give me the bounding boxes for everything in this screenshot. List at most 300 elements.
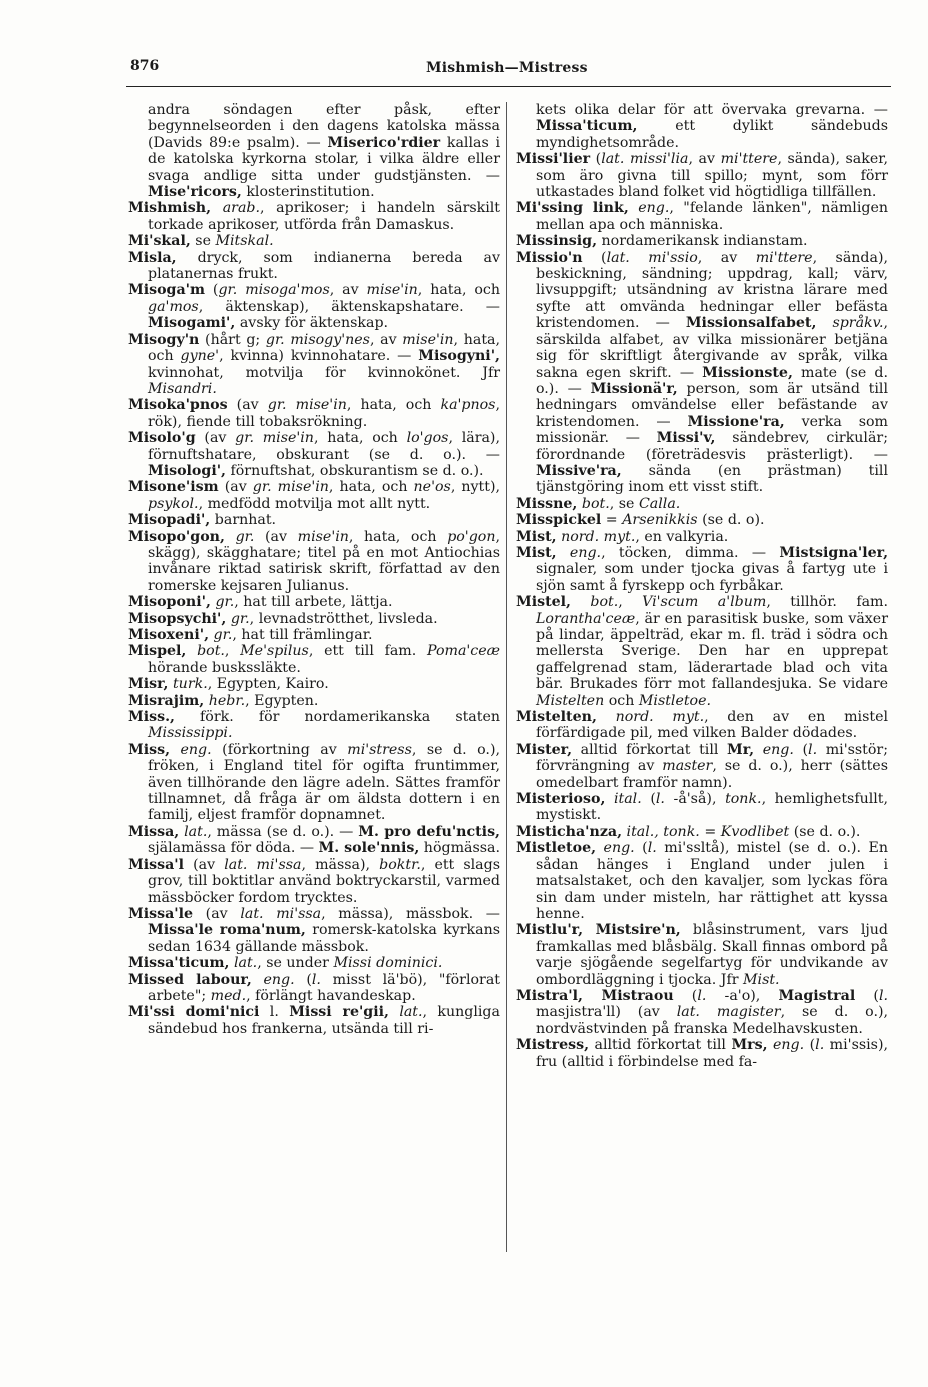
dictionary-entry bbox=[128, 627, 500, 643]
italic-term: Kvodlibet bbox=[720, 823, 790, 840]
entry-text: alltid förkortat till bbox=[589, 1037, 732, 1054]
headword: Misogyni', bbox=[418, 348, 500, 365]
entry-text: , se bbox=[609, 495, 639, 512]
entry-text: , se d. o.), herr (sättes omedelbart framför namn). bbox=[536, 758, 888, 791]
italic-term: l. bbox=[655, 791, 665, 808]
entry-text: (hårt g; bbox=[199, 331, 266, 348]
italic-term: tonk. bbox=[725, 791, 762, 808]
dictionary-entry bbox=[516, 709, 888, 742]
entry-text: mi'ssis), fru (alltid i förbindelse med fa- bbox=[536, 1037, 888, 1070]
headword: Misla, bbox=[128, 249, 177, 266]
headword: Mist, bbox=[516, 528, 557, 545]
entry-text: dryck, som indianerna bereda av platanernas frukt. bbox=[148, 249, 500, 283]
dictionary-entry bbox=[128, 430, 500, 479]
entry-text bbox=[389, 1004, 399, 1020]
italic-term: ital., tonk. bbox=[626, 823, 700, 840]
italic-term: eng. bbox=[762, 741, 794, 758]
italic-term: eng. bbox=[603, 840, 635, 857]
entry-text: , hata, och bbox=[417, 282, 501, 299]
headword: Missa'ticum, bbox=[536, 118, 638, 135]
headword: Missa'le roma'num, bbox=[148, 922, 306, 939]
entry-text: alltid förkortat till bbox=[572, 741, 728, 758]
italic-term: boktr. bbox=[379, 856, 421, 873]
dictionary-entry bbox=[128, 233, 500, 249]
entry-text: ( bbox=[793, 741, 809, 758]
dictionary-entry bbox=[128, 824, 500, 857]
italic-term: Mistelten bbox=[536, 692, 605, 709]
entry-text bbox=[571, 594, 590, 610]
headword: Misticha'nza, bbox=[516, 823, 623, 840]
entry-text: ( bbox=[634, 840, 648, 857]
entry-text: (av bbox=[227, 397, 268, 414]
headword: Mistlu'r, Mistsire'n, bbox=[516, 922, 681, 939]
entry-text: kallas i de katolska kyrkorna stolar, i vilka äldre eller svaga andlige sitta under gudstjänsten. — bbox=[148, 134, 500, 184]
entry-text: = bbox=[699, 823, 721, 840]
italic-term: master bbox=[662, 758, 713, 775]
entry-text: , se under bbox=[257, 955, 334, 972]
entry-text: , bbox=[224, 643, 241, 660]
italic-term: lat. mi'ssa bbox=[224, 856, 302, 873]
entry-text: se bbox=[190, 233, 216, 250]
italic-term: eng. bbox=[180, 741, 212, 758]
dictionary-entry bbox=[516, 512, 888, 528]
entry-text: , Egypten. bbox=[245, 692, 319, 709]
italic-term: lat. missi'lia bbox=[601, 151, 689, 168]
headword: Missio'n bbox=[516, 249, 583, 266]
headword: Mispel, bbox=[128, 643, 187, 660]
dictionary-entry bbox=[128, 955, 500, 971]
entry-text: -a'o), bbox=[706, 987, 779, 1004]
italic-term: lat. bbox=[184, 823, 208, 840]
entry-text: förk. för nordamerikanska staten bbox=[174, 709, 500, 726]
entry-text bbox=[597, 709, 616, 725]
entry-text bbox=[596, 840, 604, 856]
entry-text: , hata, och bbox=[313, 430, 407, 447]
entry-text bbox=[754, 742, 763, 758]
headword: Mistra'l, Mistraou bbox=[516, 987, 674, 1004]
italic-term: Lorantha'ceæ bbox=[536, 610, 636, 627]
headword: M. sole'nnis, bbox=[318, 840, 420, 857]
entry-text: , ett slags grov, till boktitlar använd boktryckarstil, varmed mässböcker fordom trycktes. bbox=[148, 856, 500, 906]
italic-term: po'gon bbox=[447, 528, 496, 545]
headword: Mistelten, bbox=[516, 709, 597, 726]
entry-text: nordamerikansk indianstam. bbox=[597, 233, 808, 250]
italic-term: lat. bbox=[399, 1004, 423, 1021]
dictionary-entry bbox=[128, 709, 500, 742]
italic-term: Vi'scum a'lbum bbox=[642, 594, 767, 611]
headword: Mi'ssing link, bbox=[516, 200, 629, 217]
dictionary-entry bbox=[128, 693, 500, 709]
italic-term: Mistletoe. bbox=[638, 692, 712, 709]
entry-text: , mässa), bbox=[301, 856, 380, 873]
entry-text: , av bbox=[369, 331, 403, 348]
dictionary-entry bbox=[128, 906, 500, 955]
headword: Missionsalfabet, bbox=[685, 315, 817, 332]
entry-text bbox=[816, 315, 832, 331]
italic-term: mise'in bbox=[402, 331, 454, 348]
right-column bbox=[516, 102, 888, 1070]
italic-term: lat. bbox=[233, 955, 258, 972]
entry-text: , äktenskap), äktenskapshatare. — bbox=[198, 298, 500, 315]
entry-text: , skägg), skägghatare; titel på en mot Antiochias invånare riktad satirisk skrift, författad av den romerske kejsaren Julianus. bbox=[148, 528, 500, 594]
headword: Missionste, bbox=[702, 364, 793, 381]
entry-text: , mässa), mässbok. — bbox=[321, 905, 500, 922]
headword: Missione'ra, bbox=[687, 413, 785, 430]
entry-text: , hata, och bbox=[148, 331, 500, 365]
dictionary-entry bbox=[128, 529, 500, 595]
entry-text: , är en parasitisk buske, som växer på lindar, äppelträd, ekar m. fl. träd i södra och mellersta Sverige. Den har en upprepat gaffelgrenad stam, läderartade blad och vita bär. Brukades förr mot fallandesjuka. Se vidare bbox=[536, 610, 888, 693]
entry-text: , sända), beskickning, sändning; uppdrag, kall; värv, livsuppgift; utsändning av kristna lärare med syfte att omvända hedningar eller befästa kristendomen. — bbox=[536, 249, 889, 332]
headword: Mi'ssi domi'nici bbox=[128, 1004, 260, 1021]
italic-term: med. bbox=[210, 987, 247, 1004]
headword: Miss., bbox=[128, 709, 175, 726]
italic-term: ka'pnos bbox=[440, 397, 496, 414]
dictionary-entry bbox=[128, 594, 500, 610]
italic-term: lat. mi'ssio bbox=[606, 249, 698, 266]
entry-text: , mässa (se d. o.). — bbox=[207, 823, 359, 840]
headword: Mistel, bbox=[516, 594, 571, 611]
entry-text: och bbox=[604, 692, 639, 709]
entry-text bbox=[605, 791, 614, 807]
dictionary-entry bbox=[128, 512, 500, 528]
entry-text bbox=[170, 742, 181, 758]
column-divider bbox=[506, 102, 507, 1252]
entry-text: (av bbox=[195, 430, 236, 447]
dictionary-entry bbox=[128, 397, 500, 430]
entry-text: själamässa för döda. — bbox=[148, 840, 319, 857]
headword: Missne, bbox=[516, 495, 578, 512]
entry-text: , ett till fam. bbox=[308, 643, 427, 660]
page-number: 876 bbox=[130, 58, 160, 74]
italic-term: mise'in bbox=[366, 282, 418, 299]
entry-text: sända (en prästman) till tjänstgöring inom ett visst stift. bbox=[536, 462, 888, 496]
entry-text: (se d. o). bbox=[697, 512, 765, 529]
italic-term: eng. bbox=[569, 544, 602, 561]
headword: Misopo'gon, bbox=[128, 528, 225, 545]
italic-term: l. bbox=[808, 741, 818, 758]
entry-text: , förlängt havandeskap. bbox=[246, 987, 416, 1004]
entry-text: mi'ssltå), mistel (se d. o.). En sådan hänges i England under julen i matsalstaket, och den kavaljer, som lyckas föra sin dam under misteln, har rättighet att kyssa henne. bbox=[536, 840, 888, 922]
entry-text: ( bbox=[673, 987, 698, 1004]
headword: Mishmish, bbox=[128, 200, 212, 217]
dictionary-entry bbox=[516, 529, 888, 545]
dictionary-entry bbox=[516, 545, 888, 594]
entry-text: , "felande länken", nämligen mellan apa och människa. bbox=[536, 200, 888, 233]
dictionary-entry bbox=[128, 332, 500, 398]
headword: Misopsychi', bbox=[128, 610, 227, 627]
headword: Missive'ra, bbox=[536, 462, 622, 479]
dictionary-entry bbox=[128, 282, 500, 331]
entry-text bbox=[629, 200, 638, 216]
entry-text: (av bbox=[218, 479, 253, 496]
italic-term: gr. misoga'mos bbox=[218, 282, 330, 299]
headword: Missa'le bbox=[128, 905, 194, 922]
headword: Misoponi', bbox=[128, 594, 211, 611]
italic-term: gr. bbox=[215, 594, 235, 611]
entry-text: avsky för äktenskap. bbox=[235, 315, 389, 332]
entry-text: (av bbox=[193, 905, 241, 922]
italic-term: gyne' bbox=[180, 348, 220, 365]
dictionary-entry bbox=[128, 200, 500, 233]
italic-term: gr. mise'in bbox=[235, 430, 314, 447]
entry-text: ( bbox=[294, 971, 312, 988]
headword: Missed labour, bbox=[128, 971, 252, 988]
italic-term: arab. bbox=[222, 200, 261, 217]
italic-term: psykol. bbox=[148, 495, 199, 512]
italic-term: mi'ttere bbox=[755, 249, 813, 266]
headword: Missionä'r, bbox=[590, 380, 678, 397]
entry-text: , en valkyria. bbox=[635, 528, 729, 545]
italic-term: gr. mise'in bbox=[267, 397, 347, 414]
entry-text: , Egypten, Kairo. bbox=[207, 676, 329, 693]
headword: Missi re'gii, bbox=[289, 1004, 389, 1021]
entry-text: högmässa. bbox=[419, 840, 501, 857]
entry-text: romersk-katolska kyrkans sedan 1634 gällande mässbok. bbox=[148, 922, 500, 955]
headword: Missa'ticum, bbox=[128, 955, 230, 972]
italic-term: bot. bbox=[581, 495, 610, 512]
headword: Misterioso, bbox=[516, 791, 606, 808]
italic-term: mi'ttere bbox=[720, 151, 778, 168]
entry-text: , av bbox=[697, 249, 756, 266]
dictionary-entry bbox=[128, 742, 500, 824]
dictionary-entry bbox=[516, 594, 888, 709]
italic-term: mi'stress bbox=[347, 741, 412, 758]
italic-term: lat. magister bbox=[676, 1004, 781, 1021]
entry-text: verka som missionär. — bbox=[536, 413, 888, 447]
italic-term: språkv. bbox=[832, 315, 884, 332]
headword: Misr, bbox=[128, 676, 169, 693]
dictionary-entry bbox=[516, 200, 888, 233]
entry-text: mate (se d. o.). — bbox=[536, 364, 888, 397]
entry-text: ( bbox=[590, 151, 602, 168]
running-header bbox=[126, 56, 891, 87]
entry-text: -å'så), bbox=[664, 791, 726, 808]
headword: Mrs, bbox=[731, 1037, 768, 1054]
entry-text: , töcken, dimma. — bbox=[601, 544, 780, 561]
italic-term: Poma'ceæ bbox=[426, 643, 500, 660]
dictionary-entry bbox=[516, 742, 888, 791]
dictionary-entry bbox=[516, 840, 888, 922]
italic-term: Me'spilus bbox=[240, 643, 309, 660]
headword: Mist, bbox=[516, 544, 557, 561]
headword: Mr, bbox=[727, 741, 755, 758]
headword: Missa'l bbox=[128, 856, 184, 873]
entry-text: (se d. o.). bbox=[789, 823, 861, 840]
headword: Misoxeni', bbox=[128, 627, 210, 643]
entry-text: , hat till arbete, lättja. bbox=[234, 594, 393, 611]
italic-term: gr. misogy'nes bbox=[265, 331, 370, 348]
italic-term: l. bbox=[697, 987, 707, 1004]
dictionary-entry bbox=[516, 791, 888, 824]
dictionary-entry bbox=[516, 151, 888, 200]
italic-term: nord. myt. bbox=[561, 528, 636, 545]
running-title: Mishmish—Mistress bbox=[426, 60, 588, 76]
entry-text: , av bbox=[329, 282, 367, 299]
entry-text: ( bbox=[804, 1037, 816, 1054]
entry-text: , av bbox=[688, 151, 721, 168]
italic-term: eng. bbox=[263, 971, 295, 988]
italic-term: lo'gos bbox=[406, 430, 449, 447]
italic-term: Misandri. bbox=[148, 380, 217, 397]
italic-term: Mississippi. bbox=[148, 725, 233, 742]
dictionary-entry bbox=[516, 824, 888, 840]
headword: Missa, bbox=[128, 823, 180, 840]
headword: Missinsig, bbox=[516, 233, 598, 250]
headword: Misopadi', bbox=[128, 512, 211, 529]
headword: Magistral bbox=[778, 987, 856, 1004]
headword: Mise'ricors, bbox=[148, 184, 242, 201]
entry-text: signaler, som under tjocka givas å fartyg ute i sjön samt å fyrskepp och fyrbåkar. bbox=[536, 561, 888, 594]
dictionary-entry bbox=[128, 611, 500, 627]
entry-text: , hemlighetsfullt, mystiskt. bbox=[536, 791, 888, 824]
italic-term: Missi dominici. bbox=[333, 955, 443, 972]
italic-term: l. bbox=[647, 840, 657, 857]
dictionary-entry bbox=[128, 643, 500, 676]
entry-text: ( bbox=[205, 282, 219, 299]
entry-text: (förkortning av bbox=[211, 741, 348, 758]
italic-term: l. bbox=[878, 987, 888, 1004]
dictionary-entry bbox=[128, 250, 500, 283]
headword: M. pro defu'nctis, bbox=[358, 823, 500, 840]
entry-text: , aprikoser; i handeln särskilt torkade aprikoser, utförda från Damaskus. bbox=[148, 200, 501, 233]
italic-term: ne'os bbox=[413, 479, 451, 496]
left-column bbox=[128, 102, 500, 1037]
entry-text: , levnadströtthet, livsleda. bbox=[249, 610, 438, 627]
italic-term: turk. bbox=[172, 676, 208, 693]
entry-text: person, som är utsänd till hedningars omvändelse eller befästande av kristendomen. — bbox=[536, 380, 888, 430]
entry-text: , kvinna) kvinnohatare. — bbox=[219, 348, 419, 365]
entry-text: hörande buskssläkte. bbox=[148, 659, 301, 676]
italic-term: Arsenikkis bbox=[622, 512, 698, 529]
entry-text: ( bbox=[855, 987, 879, 1004]
entry-text: kvinnohat, motvilja för kvinnokönet. Jfr bbox=[148, 364, 500, 381]
italic-term: ga'mos bbox=[148, 298, 199, 315]
italic-term: lat. mi'ssa bbox=[240, 905, 322, 922]
entry-text: , särskilda alfabet, av vilka missionärer betjäna sig för skriftligt återgivande av språk, vilka sakna egen skrift. — bbox=[536, 315, 888, 381]
headword: Mistsigna'ler, bbox=[779, 544, 889, 561]
italic-term: ital. bbox=[613, 791, 642, 808]
dictionary-entry bbox=[128, 676, 500, 692]
entry-text: mi'sstör; förvrängning av bbox=[536, 741, 888, 775]
entry-text: , medfödd motvilja mot allt nytt. bbox=[198, 495, 431, 512]
italic-term: eng. bbox=[773, 1037, 805, 1054]
entry-text: = bbox=[601, 512, 623, 529]
italic-term: Calla. bbox=[638, 495, 681, 512]
entry-text bbox=[186, 643, 197, 659]
headword: Misogy'n bbox=[128, 331, 200, 348]
entry-text: andra söndagen efter påsk, efter begynnelseorden i den dagens katolska mässa (Davids 89:e psalm). — bbox=[148, 102, 500, 151]
dictionary-entry bbox=[516, 496, 888, 512]
entry-text: , hata, och bbox=[328, 479, 414, 496]
entry-text: l. bbox=[259, 1004, 290, 1021]
headword: Mistress, bbox=[516, 1037, 590, 1054]
headword: Misolo'g bbox=[128, 430, 196, 447]
headword: Misspickel bbox=[516, 512, 602, 529]
entry-text: , nytt), bbox=[450, 479, 500, 496]
dictionary-entry bbox=[516, 922, 888, 988]
entry-text: , den av en mistel förfärdigade pil, med vilken Balder dödades. bbox=[536, 709, 888, 742]
entry-text: , sända), saker, som äro givna till spillo; mynt, som förr utkastades bland folket vid högtidliga tillfällen. bbox=[536, 151, 888, 201]
entry-text: , se d. o.), nordvästvinden på franska Medelhavskusten. bbox=[536, 1004, 888, 1037]
headword: Mistletoe, bbox=[516, 840, 597, 857]
italic-term: l. bbox=[311, 971, 321, 988]
headword: Misoga'm bbox=[128, 282, 206, 299]
entry-text: (av bbox=[184, 856, 225, 873]
entry-text: kets olika delar för att övervaka grevarna. — bbox=[536, 102, 888, 118]
entry-text: ( bbox=[641, 791, 656, 808]
headword: Miss, bbox=[128, 741, 171, 758]
italic-term: mise'in bbox=[297, 528, 349, 545]
italic-term: gr. mise'in bbox=[252, 479, 329, 496]
entry-text bbox=[211, 200, 223, 216]
dictionary-entry bbox=[128, 479, 500, 512]
entry-text: (av bbox=[254, 528, 298, 545]
headword: Misrajim, bbox=[128, 692, 205, 709]
entry-text: , tillhör. fam. bbox=[766, 594, 888, 611]
entry-text: , rök), fiende till tobaksrökning. bbox=[148, 397, 500, 430]
dictionary-entry bbox=[516, 250, 888, 496]
entry-text bbox=[225, 529, 236, 545]
entry-text: sändebrev, cirkulär; förordnande (företrädesvis prästerligt). — bbox=[536, 430, 888, 463]
entry-text: masjistra'll) (av bbox=[536, 1004, 677, 1021]
entry-text bbox=[252, 972, 264, 988]
entry-text: , bbox=[618, 594, 643, 611]
headword: Misogami', bbox=[148, 315, 236, 332]
entry-text: ( bbox=[582, 249, 607, 266]
entry-text: , hata, och bbox=[348, 528, 448, 545]
headword: Missi'v, bbox=[656, 430, 716, 447]
headword: Misone'ism bbox=[128, 479, 219, 496]
entry-text: ett dylikt sändebuds myndighetsområde. bbox=[536, 118, 888, 151]
dictionary-entry bbox=[516, 233, 888, 249]
italic-term: gr. bbox=[213, 627, 233, 643]
headword: Mister, bbox=[516, 741, 573, 758]
italic-term: eng. bbox=[638, 200, 670, 217]
headword: Mi'skal, bbox=[128, 233, 191, 250]
italic-term: gr. bbox=[235, 528, 255, 545]
headword: Miserico'rdier bbox=[327, 134, 441, 151]
italic-term: bot. bbox=[590, 594, 619, 611]
dictionary-entry bbox=[516, 988, 888, 1037]
entry-text: förnuftshat, obskurantism se d. o.). bbox=[226, 462, 484, 479]
entry-text: klosterinstitution. bbox=[241, 184, 375, 201]
italic-term: Mist. bbox=[743, 971, 780, 988]
dictionary-entry bbox=[128, 1004, 500, 1037]
entry-text: , hat till främlingar. bbox=[232, 627, 373, 643]
headword: Misologi', bbox=[148, 462, 226, 479]
entry-text: blåsinstrument, vars ljud framkallas med blåsbälg. Skall finnas ombord på varje sjögående segelfartyg för undvikande av ombordläggning i tjocka. Jfr bbox=[536, 922, 888, 988]
dictionary-entry bbox=[128, 972, 500, 1005]
entry-text: misst lä'bö), "förlorat arbete"; bbox=[148, 971, 500, 1004]
headword: Missi'lier bbox=[516, 151, 591, 168]
italic-term: Mitskal. bbox=[215, 233, 274, 250]
headword: Misoka'pnos bbox=[128, 397, 228, 414]
entry-text: , kungliga sändebud hos frankerna, utsända till ri- bbox=[148, 1004, 500, 1037]
entry-text: , hata, och bbox=[346, 397, 441, 414]
italic-term: nord. myt. bbox=[615, 709, 705, 726]
entry-text: barnhat. bbox=[210, 512, 277, 529]
entry-continuation bbox=[128, 102, 500, 200]
entry-text: , lära), förnuftshatare, obskurant (se d. o.). — bbox=[148, 430, 500, 463]
dictionary-entry bbox=[516, 1037, 888, 1070]
entry-text: , se d. o.), fröken, i England titel för ogifta fruntimmer, även tillhörande den lägre adeln. Sättes framför tillnamnet, då fråga är om äldsta dottern i en familj, eljest framför dopnamnet. bbox=[148, 741, 500, 824]
entry-continuation bbox=[516, 102, 888, 151]
italic-term: gr. bbox=[230, 610, 250, 627]
italic-term: l. bbox=[815, 1037, 825, 1054]
entry-text bbox=[557, 545, 570, 561]
italic-term: bot. bbox=[197, 643, 225, 660]
italic-term: hebr. bbox=[208, 692, 246, 709]
